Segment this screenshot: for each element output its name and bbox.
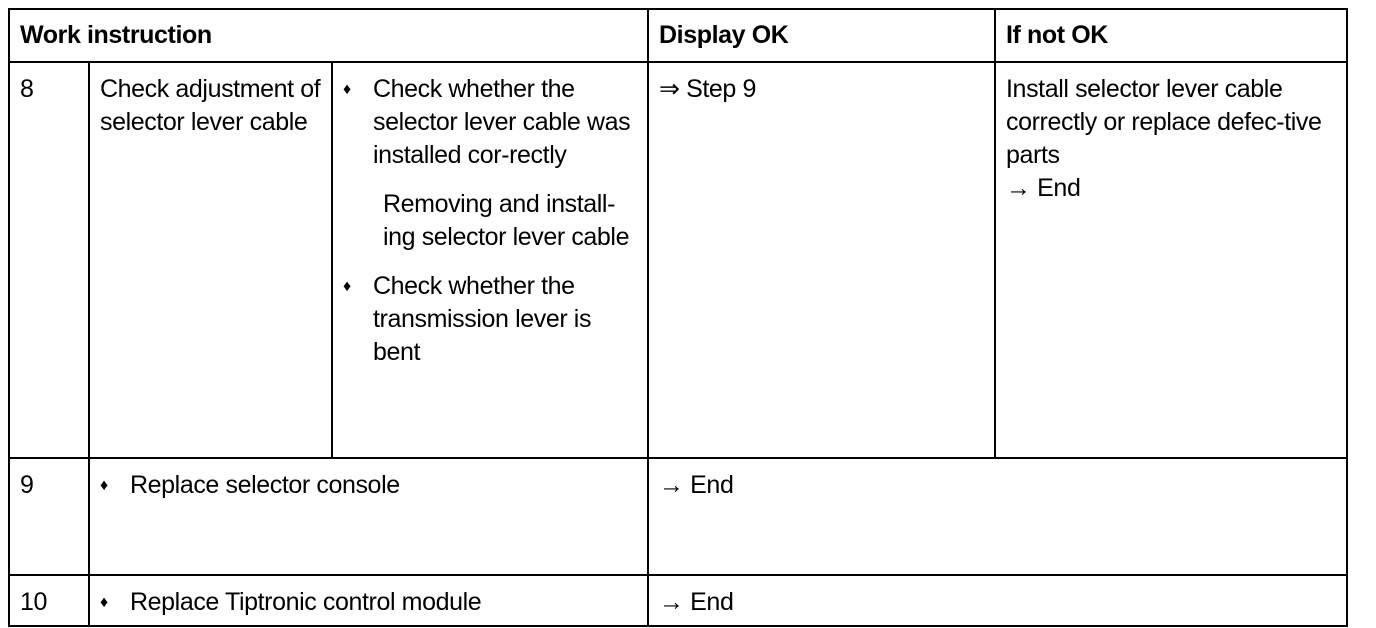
next-step-text: ⇒ Step 9 (659, 75, 756, 103)
action-text: Replace Tiptronic control module (130, 588, 482, 616)
bullet-item (100, 469, 637, 502)
header-if-not-ok: If not OK (995, 9, 1347, 62)
step-title: Check adjustment of selector lever cable (89, 62, 332, 458)
display-ok-cell: → End (648, 575, 1347, 626)
reference-note: Removing and install-ing selector lever cable (383, 190, 630, 251)
step-number: 8 (9, 62, 89, 458)
action-text: Replace selector console (130, 471, 400, 499)
header-display-ok: Display OK (648, 9, 995, 62)
step-action (89, 575, 648, 626)
check-selector-cable-text: Check whether the selector lever cable was installed cor-rectly (373, 75, 631, 169)
remedy-text: Install selector lever cable correctly or replace defec-tive parts (1006, 75, 1322, 169)
diamond-bullet-icon: ♦ (343, 81, 351, 98)
bullet-item (343, 73, 637, 172)
diamond-bullet-icon: ♦ (100, 594, 108, 611)
header-row (9, 9, 1347, 62)
table-row-step-10 (9, 575, 1347, 626)
step-number: 10 (9, 575, 89, 626)
step-action (89, 458, 648, 575)
end-text: → End (1006, 174, 1081, 202)
table-row-step-8 (9, 62, 1347, 458)
bullet-item (343, 270, 637, 369)
diamond-bullet-icon: ♦ (343, 278, 351, 295)
bullet-item (100, 586, 637, 619)
diamond-bullet-icon: ♦ (100, 477, 108, 494)
header-work-instruction: Work instruction (9, 9, 648, 62)
if-not-ok-cell (995, 62, 1347, 458)
table-row-step-9 (9, 458, 1347, 575)
display-ok-cell (648, 62, 995, 458)
check-transmission-lever-text: Check whether the transmission lever is bent (373, 272, 592, 366)
step-number: 9 (9, 458, 89, 575)
work-instruction-table (8, 8, 1348, 627)
step-details (332, 62, 648, 458)
display-ok-cell: → End (648, 458, 1347, 575)
